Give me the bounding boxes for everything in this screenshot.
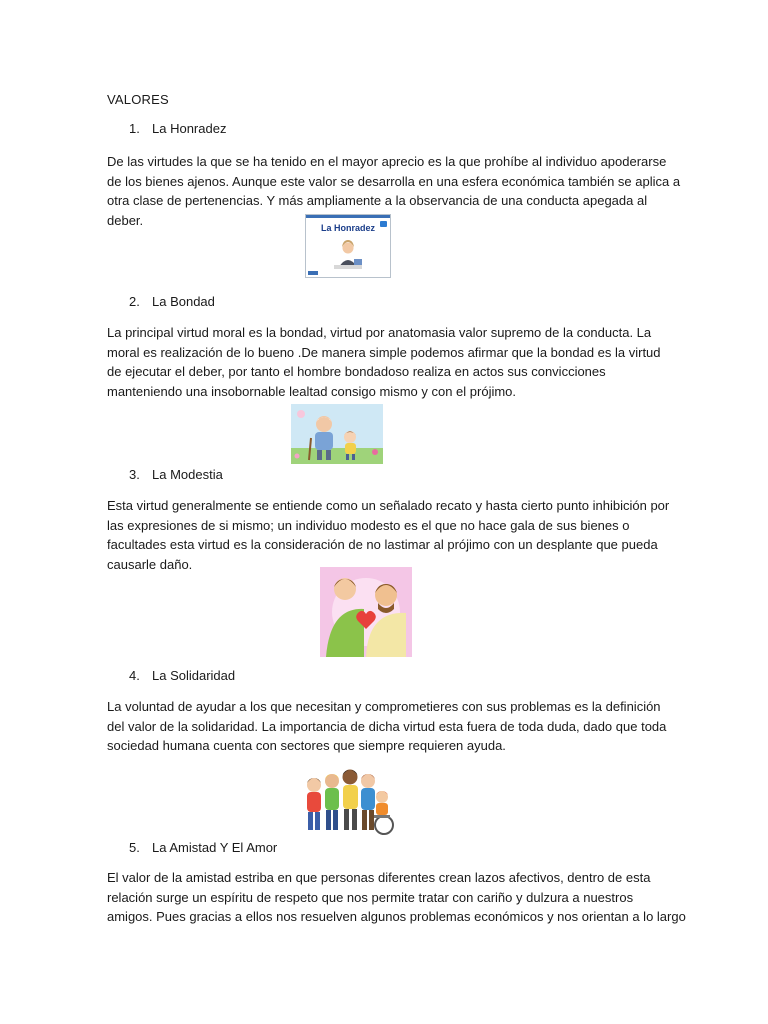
section-number: 3.: [129, 467, 140, 482]
section-heading-bondad: [129, 294, 215, 309]
section-heading-solidaridad: [129, 668, 235, 683]
section-title: La Honradez: [152, 121, 227, 136]
section-heading-honradez: [129, 121, 226, 136]
section-number: 5.: [129, 840, 140, 855]
paragraph-line: causarle daño.: [107, 556, 193, 572]
group-of-friends-icon: [300, 763, 398, 837]
bondad-image: [291, 404, 383, 464]
section-title: La Solidaridad: [152, 668, 236, 683]
paragraph-line: moral es realización de lo bueno .De manera simple podemos afirmar que la bondad es la virtud: [107, 344, 661, 360]
paragraph-modestia: [107, 496, 670, 574]
paragraph-line: amigos. Pues gracias a ellos nos resuelven algunos problemas económicos y nos orientan a lo largo: [107, 909, 686, 924]
paragraph-line: La voluntad de ayudar a los que necesitan y comprometieres con sus problemas es la definición: [107, 699, 661, 714]
paragraph-line: relación surge un espíritu de respeto que nos permite tratar con cariño y dulzura a nuestros: [107, 889, 634, 905]
document-title: VALORES: [107, 92, 169, 107]
paragraph-line: deber.: [107, 212, 144, 228]
paragraph-amistad: [107, 868, 686, 927]
section-heading-amistad: [129, 840, 277, 855]
paragraph-line: de ejecutar el deber, por tanto el hombre bondadoso realiza en actos sus convicciones: [107, 364, 606, 379]
paragraph-line: El valor de la amistad estriba en que personas diferentes crean lazos afectivos, dentro de esta: [107, 870, 651, 885]
grandfather-and-child-icon: [291, 404, 383, 464]
paragraph-line: las expresiones de si mismo; un individuo modesto es el que no hace gala de sus bienes o: [107, 517, 630, 533]
section-heading-modestia: [129, 467, 223, 482]
paragraph-line: Esta virtud generalmente se entiende como un señalado recato y hasta cierto punto inhibición por: [107, 498, 670, 513]
honradez-image: [305, 214, 391, 278]
paragraph-line: La principal virtud moral es la bondad, virtud por anatomasia valor supremo de la conducta. La: [107, 325, 652, 340]
solidaridad-image: [300, 763, 398, 837]
paragraph-solidaridad: [107, 697, 667, 756]
two-people-sharing-heart-icon: [320, 567, 412, 657]
paragraph-line: De las virtudes la que se ha tenido en el mayor aprecio es la que prohíbe al individuo apoderarse: [107, 154, 667, 169]
modestia-image: [320, 567, 412, 657]
section-title: La Modestia: [152, 467, 223, 482]
paragraph-line: manteniendo una insobornable lealtad consigo mismo y con el prójimo.: [107, 383, 517, 399]
paragraph-bondad: [107, 323, 662, 401]
paragraph-line: facultades esta virtud es la consideración de no lastimar al prójimo con un desplante que pueda: [107, 537, 658, 552]
paragraph-line: del valor de la solidaridad. La importancia de dicha virtud esta fuera de toda duda, dado que toda: [107, 718, 667, 734]
paragraph-line: sociedad humana cuenta con sectores que siempre requieren ayuda.: [107, 738, 506, 753]
image-caption: La Honradez: [320, 223, 375, 233]
paragraph-line: otra clase de pertenencias. Y más ampliamente a la observancia de una conducta apegada al: [107, 193, 648, 208]
section-title: La Bondad: [152, 294, 215, 309]
paragraph-line: de los bienes ajenos. Aunque este valor se desarrolla en una esfera económica también se aplica a: [107, 173, 681, 189]
section-title: La Amistad Y El Amor: [152, 840, 278, 855]
section-number: 1.: [129, 121, 140, 136]
section-number: 4.: [129, 668, 140, 683]
section-number: 2.: [129, 294, 140, 309]
